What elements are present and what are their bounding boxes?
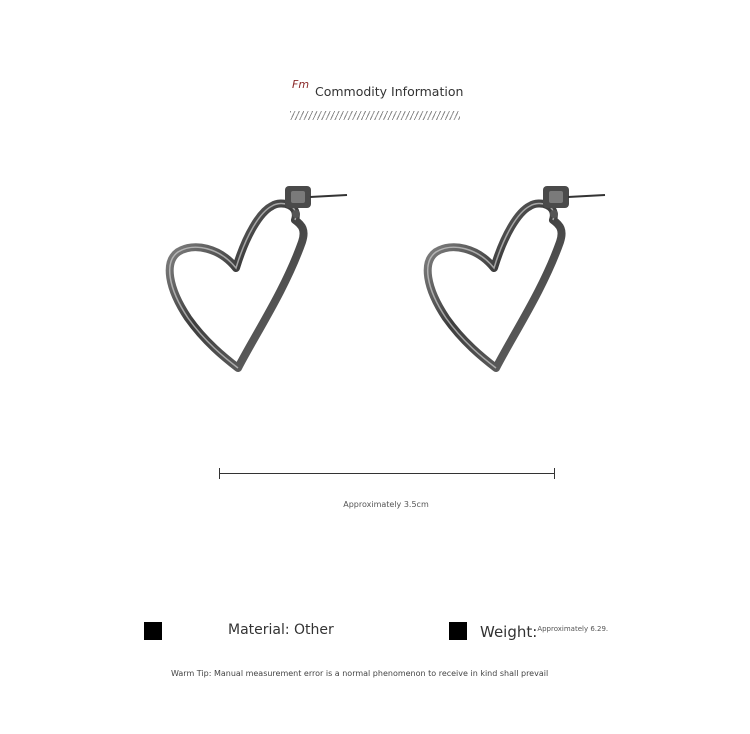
- dimension-line: [219, 473, 555, 474]
- size-dimension-line: [219, 468, 555, 480]
- material-text: Material: Other: [228, 622, 334, 638]
- weight-spec: [480, 622, 608, 641]
- warm-tip-text: Warm Tip: Manual measurement error is a normal phenomenon to receive in kind shall prevail: [171, 669, 549, 678]
- section-title: Commodity Information: [315, 84, 464, 99]
- weight-bullet-icon: [449, 622, 467, 640]
- right-earring: [428, 186, 605, 368]
- brand-logo: Fm: [292, 78, 310, 91]
- material-bullet-icon: [144, 622, 162, 640]
- left-earring: [170, 186, 347, 368]
- weight-value: Approximately 6.29.: [537, 625, 609, 633]
- decorative-hatch-divider: [290, 111, 460, 120]
- dimension-tick-right: [554, 468, 555, 479]
- weight-label: Weight:: [480, 623, 538, 641]
- product-image-heart-earrings: [150, 170, 620, 410]
- dimension-label: Approximately 3.5cm: [343, 500, 429, 509]
